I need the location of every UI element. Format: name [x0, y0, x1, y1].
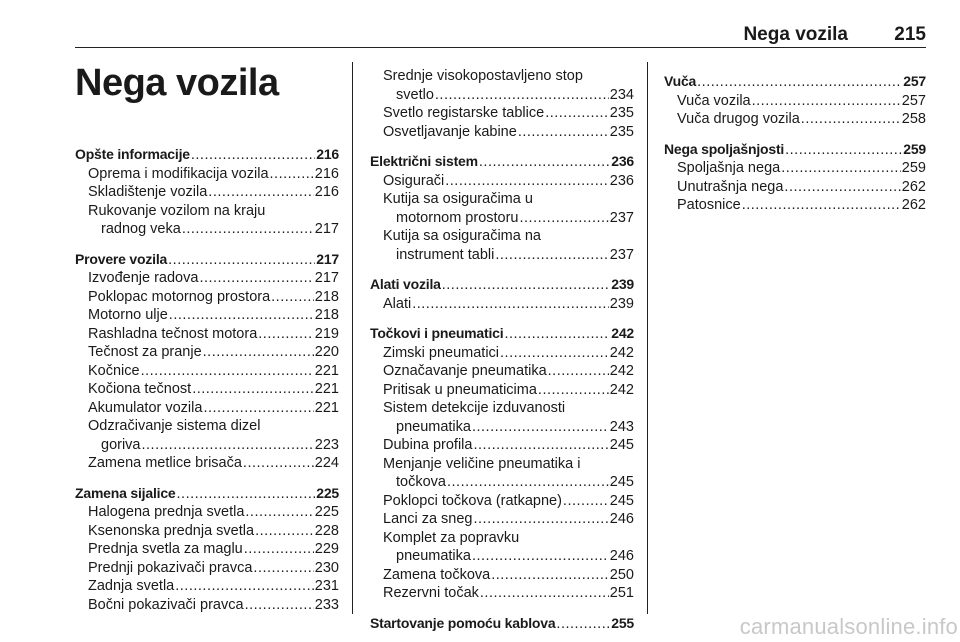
toc-column-1	[75, 145, 339, 614]
toc-section-entry[interactable]	[664, 140, 926, 160]
toc-entry-label: Pritisak u pneumaticima	[383, 381, 537, 398]
toc-entry-label-line2: pneumatika	[396, 548, 471, 564]
leader-dots	[175, 577, 314, 596]
toc-entry-label: Akumulator vozila	[88, 399, 203, 416]
toc-entry-page: 231	[314, 578, 339, 594]
toc-entry-label: Zamena metlice brisača	[88, 455, 242, 471]
toc-entry-label: Opšte informacije	[75, 146, 190, 162]
leader-dots	[491, 566, 609, 585]
toc-entry-page: 225	[314, 504, 339, 520]
toc-entry-row	[88, 436, 339, 455]
toc-entry-page: 245	[609, 474, 634, 490]
toc-subentry[interactable]	[664, 196, 926, 215]
toc-entry-label: Osvetljavanje kabine	[383, 123, 517, 140]
leader-dots	[208, 183, 314, 202]
leader-dots	[169, 306, 314, 325]
toc-subentry[interactable]	[75, 522, 339, 541]
toc-entry-page: 218	[314, 307, 339, 323]
leader-dots	[472, 418, 609, 437]
leader-dots	[504, 325, 610, 344]
toc-entry-page: 257	[903, 73, 926, 89]
toc-subentry[interactable]	[75, 503, 339, 522]
toc-column-3	[664, 72, 926, 215]
toc-entry-row	[383, 473, 634, 492]
toc-subentry[interactable]	[370, 123, 634, 142]
toc-entry-label: Električni sistem	[370, 153, 478, 169]
toc-subentry[interactable]	[75, 165, 339, 184]
toc-entry-label-line2: goriva	[101, 436, 141, 453]
toc-section-entry[interactable]	[370, 324, 634, 344]
toc-entry-page: 259	[901, 160, 926, 176]
leader-dots	[435, 86, 609, 105]
toc-entry-label: Prednji pokazivači pravca	[88, 559, 253, 576]
toc-section-entry[interactable]	[75, 250, 339, 270]
section-gap	[370, 264, 634, 275]
leader-dots	[199, 269, 313, 288]
toc-subentry[interactable]	[370, 492, 634, 511]
leader-dots	[473, 436, 608, 455]
toc-subentry[interactable]	[664, 110, 926, 129]
toc-entry-label: Vuča vozila	[677, 92, 751, 109]
leader-dots	[538, 381, 609, 400]
toc-entry-label: Kočnice	[88, 362, 140, 379]
toc-entry-page: 216	[314, 184, 339, 200]
toc-entry-label-line2: pneumatika	[396, 418, 471, 435]
toc-column-2	[370, 67, 634, 633]
toc-entry-label: Motorno ulje	[88, 307, 168, 323]
toc-entry-page: 230	[314, 559, 339, 576]
toc-section-entry[interactable]	[370, 152, 634, 172]
toc-entry-page: 242	[609, 344, 634, 361]
toc-subentry[interactable]	[75, 183, 339, 202]
toc-entry-label: Provere vozila	[75, 250, 168, 267]
toc-entry-row	[383, 209, 634, 228]
toc-entry-page: 218	[314, 288, 339, 305]
toc-entry-page: 239	[609, 295, 634, 312]
leader-dots	[142, 436, 314, 455]
toc-entry-page: 233	[314, 596, 339, 613]
leader-dots	[784, 178, 900, 197]
toc-entry-page: 245	[609, 437, 634, 453]
toc-entry-label: Zamena sijalice	[75, 484, 176, 501]
toc-entry-label: Skladištenje vozila	[88, 184, 208, 200]
toc-entry-page: 237	[609, 209, 634, 226]
toc-entry-label: Nega spoljašnjosti	[664, 140, 785, 157]
leader-dots	[245, 503, 313, 522]
toc-entry-page: 250	[609, 566, 634, 583]
toc-entry-page: 262	[901, 178, 926, 195]
leader-dots	[563, 492, 609, 511]
toc-entry-label-line2: motornom prostoru	[396, 209, 519, 226]
toc-entry-label: Patosnice	[677, 197, 741, 213]
toc-entry-label-line1: Kutija sa osiguračima u	[383, 191, 533, 207]
toc-entry-page: 234	[609, 86, 634, 103]
toc-entry-label: Startovanje pomoću kablova	[370, 614, 556, 631]
toc-subentry[interactable]	[370, 190, 634, 227]
toc-entry-label: Halogena prednja svetla	[88, 504, 245, 520]
toc-section-entry[interactable]	[75, 145, 339, 165]
toc-subentry[interactable]	[75, 417, 339, 454]
toc-entry-page: 246	[609, 511, 634, 527]
toc-entry-label-line2: radnog veka	[101, 221, 181, 237]
leader-dots	[801, 110, 901, 129]
leader-dots	[255, 522, 314, 541]
toc-entry-label: Ksenonska prednja svetla	[88, 522, 255, 539]
toc-subentry[interactable]	[75, 596, 339, 615]
section-gap	[370, 141, 634, 152]
toc-entry-page: 251	[609, 585, 634, 601]
toc-entry-label: Unutrašnja nega	[677, 178, 784, 195]
toc-subentry[interactable]	[370, 399, 634, 436]
leader-dots	[495, 246, 608, 265]
toc-entry-page: 242	[609, 363, 634, 379]
toc-subentry[interactable]	[370, 227, 634, 264]
toc-subentry[interactable]	[75, 380, 339, 399]
toc-entry-page: 255	[611, 614, 634, 631]
toc-entry-page: 228	[314, 522, 339, 539]
leader-dots	[177, 485, 316, 504]
toc-entry-page: 217	[314, 221, 339, 237]
section-gap	[370, 603, 634, 614]
leader-dots	[203, 343, 314, 362]
toc-entry-page: 258	[901, 111, 926, 127]
toc-entry-label: Spoljašnja nega	[677, 160, 781, 176]
leader-dots	[500, 344, 609, 363]
toc-entry-page: 220	[314, 344, 339, 360]
toc-entry-label: Tečnost za pranje	[88, 344, 202, 360]
leader-dots	[518, 123, 609, 142]
toc-entry-label: Lanci za sneg	[383, 511, 473, 527]
toc-entry-label-line2: instrument tabli	[396, 246, 495, 263]
toc-subentry[interactable]	[664, 159, 926, 178]
toc-entry-page: 257	[901, 92, 926, 109]
toc-subentry[interactable]	[370, 455, 634, 492]
leader-dots	[243, 454, 314, 473]
toc-entry-label: Prednja svetla za maglu	[88, 541, 243, 557]
toc-subentry[interactable]	[664, 178, 926, 197]
leader-dots	[270, 165, 314, 184]
toc-subentry[interactable]	[370, 362, 634, 381]
leader-dots	[781, 159, 901, 178]
column-divider-1	[352, 62, 353, 614]
toc-subentry[interactable]	[370, 584, 634, 603]
toc-entry-label: Alati vozila	[370, 276, 441, 292]
toc-entry-label: Alati	[383, 295, 412, 312]
toc-entry-row	[383, 246, 634, 265]
toc-entry-page: 225	[316, 484, 339, 501]
toc-entry-page: 221	[314, 399, 339, 416]
toc-entry-page: 243	[609, 418, 634, 435]
toc-subentry[interactable]	[370, 104, 634, 123]
toc-entry-label: Rezervni točak	[383, 585, 479, 601]
toc-entry-row	[383, 547, 634, 566]
toc-section-entry[interactable]	[370, 275, 634, 295]
toc-subentry[interactable]	[370, 344, 634, 363]
toc-subentry[interactable]	[664, 92, 926, 111]
toc-entry-page: 221	[314, 381, 339, 397]
toc-entry-label-line1: Odzračivanje sistema dizel	[88, 418, 261, 434]
leader-dots	[141, 362, 314, 381]
leader-dots	[545, 104, 609, 123]
toc-subentry[interactable]	[75, 454, 339, 473]
toc-subentry[interactable]	[370, 436, 634, 455]
toc-subentry[interactable]	[370, 510, 634, 529]
toc-entry-page: 223	[314, 436, 339, 453]
toc-entry-page: 239	[611, 276, 634, 292]
header-rule	[75, 47, 926, 48]
toc-entry-label: Vuča drugog vozila	[677, 111, 800, 127]
toc-entry-label: Zamena točkova	[383, 566, 491, 583]
leader-dots	[271, 288, 314, 307]
toc-entry-page: 217	[316, 250, 339, 267]
toc-entry-label-line1: Kutija sa osiguračima na	[383, 228, 541, 244]
leader-dots	[445, 172, 609, 191]
toc-entry-page: 224	[314, 455, 339, 471]
toc-entry-page: 236	[609, 172, 634, 189]
toc-entry-page: 235	[609, 105, 634, 121]
toc-entry-label-line2: svetlo	[396, 86, 434, 103]
leader-dots	[472, 547, 609, 566]
header-page-number: 215	[894, 24, 926, 45]
leader-dots	[752, 92, 901, 111]
toc-entry-label: Točkovi i pneumatici	[370, 325, 504, 341]
leader-dots	[245, 596, 314, 615]
toc-entry-label: Izvođenje radova	[88, 270, 199, 286]
leader-dots	[203, 399, 313, 418]
toc-entry-page: 242	[609, 381, 634, 398]
toc-subentry[interactable]	[75, 577, 339, 596]
page-header	[75, 24, 926, 46]
toc-entry-page: 217	[314, 270, 339, 286]
leader-dots	[447, 473, 609, 492]
toc-entry-page: 246	[609, 548, 634, 564]
toc-entry-page: 235	[609, 123, 634, 140]
leader-dots	[479, 153, 610, 172]
toc-entry-page: 216	[316, 146, 339, 162]
toc-section-entry[interactable]	[370, 614, 634, 634]
toc-subentry[interactable]	[370, 566, 634, 585]
toc-subentry[interactable]	[370, 67, 634, 104]
toc-entry-label-line1: Rukovanje vozilom na kraju	[88, 202, 266, 219]
toc-section-entry[interactable]	[75, 484, 339, 504]
toc-entry-label-line1: Sistem detekcije izduvanosti	[383, 400, 566, 416]
toc-subentry[interactable]	[75, 202, 339, 239]
toc-entry-page: 219	[314, 325, 339, 342]
toc-entry-row	[88, 220, 339, 239]
section-gap	[370, 313, 634, 324]
toc-entry-label: Dubina profila	[383, 437, 473, 453]
watermark-text: carmanualsonline.info	[739, 614, 958, 639]
toc-entry-page: 229	[314, 541, 339, 557]
leader-dots	[742, 196, 901, 215]
toc-subentry[interactable]	[75, 325, 339, 344]
toc-subentry[interactable]	[75, 306, 339, 325]
toc-entry-page: 221	[314, 362, 339, 379]
toc-entry-label: Zadnja svetla	[88, 578, 175, 594]
toc-entry-label: Vuča	[664, 73, 697, 89]
leader-dots	[697, 73, 902, 92]
toc-entry-row	[383, 86, 634, 105]
leader-dots	[191, 146, 315, 165]
toc-subentry[interactable]	[75, 540, 339, 559]
toc-entry-label: Kočiona tečnost	[88, 381, 192, 397]
leader-dots	[785, 141, 902, 160]
section-gap	[75, 473, 339, 484]
toc-subentry[interactable]	[75, 559, 339, 578]
toc-entry-label: Bočni pokazivači pravca	[88, 596, 244, 613]
toc-entry-page: 262	[901, 197, 926, 213]
leader-dots	[480, 584, 609, 603]
section-gap	[75, 239, 339, 250]
toc-entry-page: 216	[314, 165, 339, 182]
toc-subentry[interactable]	[370, 381, 634, 400]
toc-entry-row	[383, 418, 634, 437]
leader-dots	[442, 276, 611, 295]
header-section-title: Nega vozila	[743, 24, 848, 45]
toc-entry-label: Poklopac motornog prostora	[88, 288, 271, 305]
toc-entry-label: Označavanje pneumatika	[383, 363, 547, 379]
toc-entry-label-line1: Komplet za popravku	[383, 529, 520, 546]
toc-entry-label: Poklopci točkova (ratkapne)	[383, 492, 562, 509]
leader-dots	[244, 540, 314, 559]
toc-entry-label: Svetlo registarske tablice	[383, 105, 545, 121]
toc-entry-label-line1: Srednje visokopostavljeno stop	[383, 68, 583, 84]
leader-dots	[556, 615, 610, 634]
leader-dots	[182, 220, 314, 239]
toc-subentry[interactable]	[75, 362, 339, 381]
toc-entry-page: 245	[609, 492, 634, 509]
leader-dots	[258, 325, 314, 344]
toc-entry-label: Osigurači	[383, 172, 445, 189]
toc-entry-label-line2: točkova	[396, 474, 446, 490]
toc-subentry[interactable]	[370, 295, 634, 314]
toc-entry-label: Oprema i modifikacija vozila	[88, 165, 269, 182]
toc-entry-label-line1: Menjanje veličine pneumatika i	[383, 455, 581, 472]
leader-dots	[520, 209, 609, 228]
leader-dots	[412, 295, 609, 314]
leader-dots	[473, 510, 608, 529]
toc-entry-page: 259	[903, 140, 926, 157]
toc-subentry[interactable]	[75, 269, 339, 288]
leader-dots	[548, 362, 609, 381]
toc-subentry[interactable]	[75, 399, 339, 418]
toc-section-entry[interactable]	[664, 72, 926, 92]
leader-dots	[253, 559, 313, 578]
toc-entry-label: Zimski pneumatici	[383, 344, 500, 361]
column-divider-2	[647, 62, 648, 614]
toc-entry-page: 236	[611, 153, 634, 169]
toc-subentry[interactable]	[75, 343, 339, 362]
chapter-title: Nega vozila	[75, 62, 279, 104]
toc-subentry[interactable]	[370, 529, 634, 566]
toc-subentry[interactable]	[370, 172, 634, 191]
toc-entry-page: 242	[611, 325, 634, 341]
section-gap	[664, 129, 926, 140]
leader-dots	[192, 380, 314, 399]
toc-entry-page: 237	[609, 246, 634, 263]
leader-dots	[168, 251, 315, 270]
toc-entry-label: Rashladna tečnost motora	[88, 325, 258, 342]
toc-subentry[interactable]	[75, 288, 339, 307]
